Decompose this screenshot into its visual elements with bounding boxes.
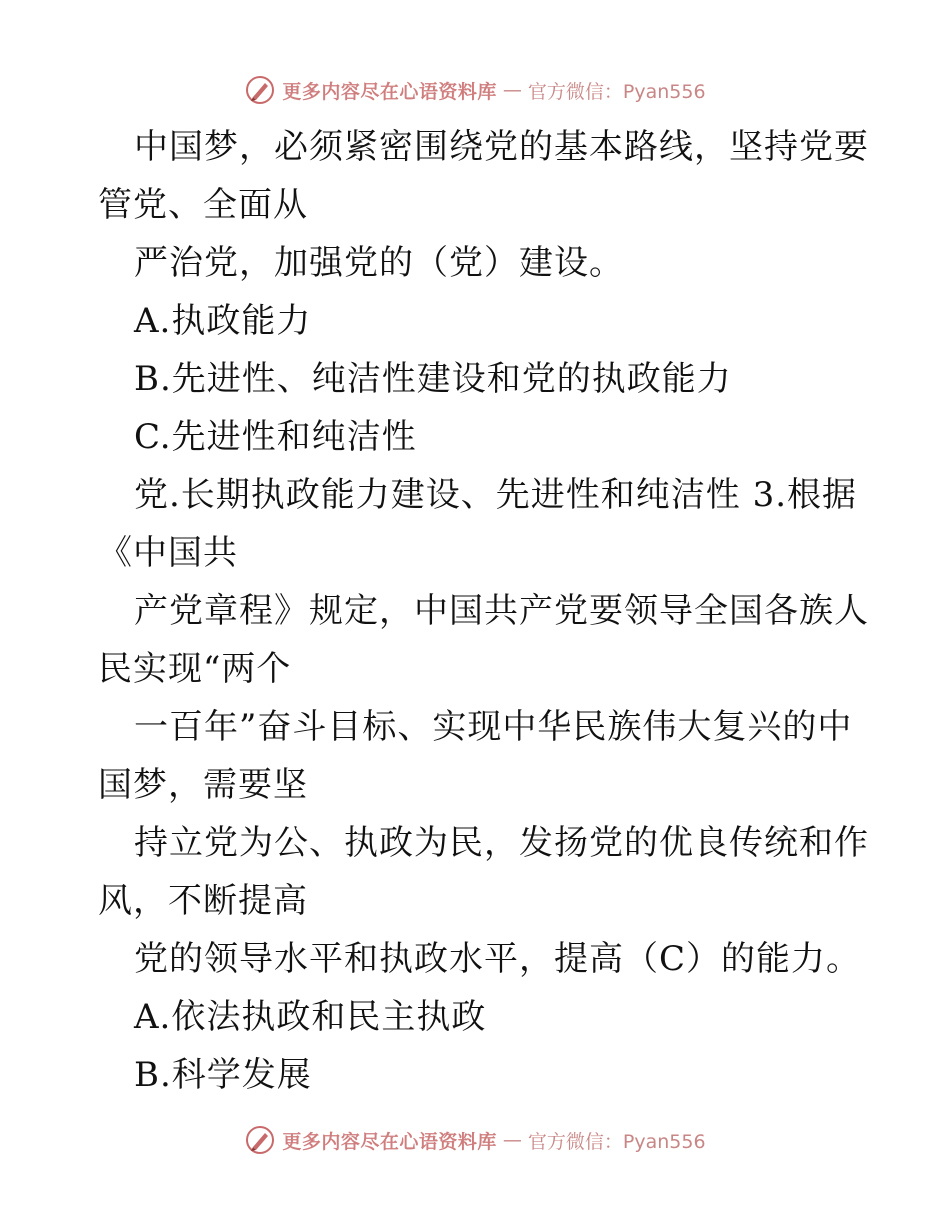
option-line: B.科学发展 (134, 1055, 312, 1095)
document-body (98, 118, 869, 1104)
text-line: 严治党，加强党的（党）建设。 (134, 243, 624, 283)
text-line: 《中国共 (98, 533, 238, 573)
watermark-brand: 更多内容尽在心语资料库 (282, 1130, 497, 1153)
text-line: 风，不断提高 (98, 881, 308, 921)
text-line: 国梦，需要坚 (98, 765, 308, 805)
header-watermark (0, 70, 950, 110)
text-line: 中国梦，必须紧密围绕党的基本路线，坚持党要 (134, 127, 869, 167)
watermark-separator: — (502, 1129, 522, 1151)
text-line: 产党章程》规定，中国共产党要领导全国各族人 (134, 591, 869, 631)
watermark-separator: — (502, 79, 522, 101)
watermark-brand: 更多内容尽在心语资料库 (282, 80, 497, 103)
option-line: 党.长期执政能力建设、先进性和纯洁性 3.根据 (134, 475, 858, 515)
option-line: A.执政能力 (134, 301, 312, 341)
option-line: A.依法执政和民主执政 (134, 997, 487, 1037)
text-line: 党的领导水平和执政水平，提高（C）的能力。 (134, 939, 862, 979)
watermark-contact: 官方微信：Pyan556 (527, 80, 706, 103)
option-line: C.先进性和纯洁性 (134, 417, 417, 457)
text-line: 持立党为公、执政为民，发扬党的优良传统和作 (134, 823, 869, 863)
pen-logo-icon (244, 1124, 276, 1156)
text-line: 管党、全面从 (98, 185, 308, 225)
text-line: 民实现“两个 (98, 649, 292, 689)
option-line: B.先进性、纯洁性建设和党的执政能力 (134, 359, 732, 399)
pen-logo-icon (244, 74, 276, 106)
footer-watermark (0, 1120, 950, 1160)
text-line: 一百年”奋斗目标、实现中华民族伟大复兴的中 (134, 707, 853, 747)
watermark-contact: 官方微信：Pyan556 (527, 1130, 706, 1153)
